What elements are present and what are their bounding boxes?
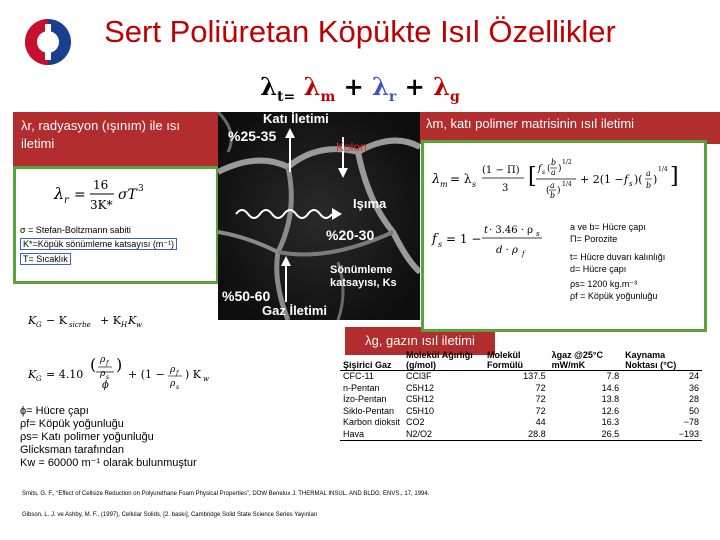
svg-text:1/4: 1/4 — [562, 181, 572, 188]
svg-text:s: s — [542, 169, 546, 176]
svg-text:+ 2(1 −: + 2(1 − — [580, 173, 624, 186]
lambda-gas: $\lambda_g$ — [433, 72, 460, 105]
svg-text:3: 3 — [502, 183, 509, 194]
svg-text:ρ: ρ — [170, 379, 176, 389]
matrix-formula-panel — [421, 140, 707, 332]
sigma-definition: σ = Stefan-Boltzmann sabiti — [20, 225, 131, 235]
porosity-definition: Π= Porozite — [570, 234, 618, 244]
svg-text:s: s — [106, 374, 110, 381]
svg-text:ρ: ρ — [100, 355, 106, 365]
strut-label: Kolon — [336, 140, 367, 154]
svg-text:+ (1 −: + (1 − — [128, 368, 165, 381]
svg-text:r: r — [64, 195, 69, 206]
lambda-matrix: $\lambda_m$ — [295, 72, 336, 105]
svg-text:)(: )( — [634, 173, 643, 186]
svg-text:(: ( — [90, 355, 97, 374]
svg-text:f: f — [522, 250, 525, 258]
radiation-label: Işıma — [353, 196, 387, 211]
svg-text:(1 − Π): (1 − Π) — [482, 165, 520, 176]
radiation-equation — [16, 169, 216, 219]
radiation-label-box: λr, radyasyon (ışınım) ile ısı iletimi — [13, 112, 224, 172]
svg-text:]: ] — [670, 164, 679, 189]
column-header: Şişirici Gaz — [340, 350, 403, 371]
table-row: Siklo-Pentan C5H10 72 12.6 50 — [343, 405, 699, 416]
solid-density-symbol: ρs= Katı polimer yoğunluğu — [20, 431, 154, 443]
svg-text:w: w — [203, 375, 209, 383]
column-header: Molekül Ağırlığı (g/mol) — [403, 350, 484, 371]
solid-conduction-label: Katı İletimi — [263, 112, 329, 126]
table-row: Hava N2/O2 28.8 26.5 −193 — [340, 429, 702, 441]
svg-text:ρ: ρ — [170, 365, 176, 375]
svg-text:3K*: 3K* — [90, 198, 113, 212]
svg-text:s: s — [176, 384, 180, 391]
gas-label-box: λg, gazın ısıl iletimi — [345, 327, 495, 355]
svg-text:a: a — [550, 181, 555, 190]
svg-text:σT: σT — [118, 187, 137, 203]
svg-text:G: G — [36, 375, 42, 383]
svg-text:H: H — [121, 321, 128, 329]
svg-text:16: 16 — [93, 178, 109, 192]
kw-value: Kw = 60000 m⁻¹ olarak bulunmuştur — [20, 457, 197, 469]
svg-text:sicrbe: sicrbe — [69, 321, 91, 329]
svg-text:f: f — [432, 232, 437, 247]
svg-text:λ: λ — [432, 172, 441, 187]
cell-size-ab-definition: a ve b= Hücre çapı — [570, 222, 646, 232]
svg-text:t: t — [484, 225, 489, 236]
svg-text:s: s — [629, 180, 633, 188]
svg-text:): ) — [116, 355, 123, 374]
svg-text:f: f — [624, 173, 629, 186]
table-row: Karbon dioksit CO2 44 16.3 −78 — [343, 417, 699, 427]
svg-text:1/4: 1/4 — [658, 166, 668, 173]
svg-text:3: 3 — [138, 184, 144, 194]
svg-text:K: K — [28, 314, 37, 327]
svg-text:b: b — [646, 181, 652, 190]
page-title: Sert Poliüretan Köpükte Isıl Özellikler — [104, 14, 616, 49]
cell-diameter-definition: d= Hücre çapı — [570, 264, 627, 274]
svg-text:) K: ) K — [185, 368, 202, 381]
svg-text:λ: λ — [54, 184, 65, 203]
svg-text:f: f — [538, 164, 542, 174]
table-row: n-Pentan C5H12 72 14.6 36 — [343, 382, 699, 393]
temperature-definition: T= Sıcaklık — [20, 253, 71, 265]
svg-text:d · ρ: d · ρ — [496, 245, 518, 256]
svg-text:[: [ — [528, 164, 537, 189]
svg-text:= 4.10: = 4.10 — [46, 368, 84, 381]
glicksman-note: Glicksman tarafından — [20, 444, 124, 456]
svg-text:+ K: + K — [100, 314, 121, 327]
svg-text:= λ: = λ — [450, 172, 472, 186]
table-row: CFC-11 CCl3F 137.5 7.8 24 — [343, 371, 699, 381]
svg-text:= 1 −: = 1 − — [446, 232, 482, 246]
svg-text:− K: − K — [46, 314, 67, 327]
solid-percentage: %25-35 — [228, 128, 277, 144]
svg-text:f: f — [106, 360, 109, 367]
plus-sign: + — [343, 72, 373, 101]
svg-text:K: K — [28, 368, 37, 381]
svg-text:b: b — [550, 191, 556, 200]
gas-conduction-label: Gaz İletimi — [262, 303, 328, 318]
plus-sign: + — [404, 72, 434, 101]
svg-text:a: a — [551, 168, 556, 177]
svg-text:s: s — [438, 240, 443, 249]
extinction-label: Sönümleme katsayısı, Ks — [330, 264, 397, 289]
foam-density-symbol: ρf= Köpük yoğunluğu — [20, 418, 124, 430]
svg-text:w: w — [136, 321, 142, 329]
reference-gibson: Gibson, L. J. ve Ashby, M. F., (1997), Cellular Solids, [2. baskı], Cambridge Solid State Science Series Yayınları — [22, 512, 318, 518]
gas-definitions — [20, 405, 280, 470]
matrix-legend — [570, 221, 702, 302]
svg-text:ϕ: ϕ — [102, 380, 109, 391]
svg-text:=: = — [74, 187, 86, 203]
svg-text:(: ( — [546, 186, 550, 196]
svg-text:): ) — [557, 186, 561, 196]
extinction-definition: K*=Köpük sönümleme katsayısı (m⁻¹) — [20, 238, 177, 250]
lambda-radiation: $\lambda_r$ — [372, 72, 397, 105]
cell-diameter-symbol: ϕ= Hücre çapı — [20, 405, 89, 417]
svg-text:): ) — [653, 173, 658, 186]
svg-text:f: f — [176, 370, 179, 377]
gas-percentage: %50-60 — [222, 288, 271, 304]
radiation-percentage: %20-30 — [326, 227, 375, 243]
svg-text:a: a — [646, 169, 651, 178]
svg-text:s: s — [536, 230, 540, 238]
thermal-conductivity-formula — [250, 72, 470, 105]
svg-text:G: G — [36, 321, 42, 329]
column-header: Molekül Formülü — [484, 350, 549, 371]
solid-density-value: ρs= 1200 kg.m⁻³ — [570, 279, 638, 289]
reference-smits: Smits, G. F., “Effect of Cellsize Reduction on Polyurethane Foam Physical Properties”, DOW Benelux J. THERMAL INSUL. AND BLDG. ENVS., 17, 1994. — [22, 491, 430, 497]
svg-text:(: ( — [547, 164, 551, 174]
svg-text:b: b — [551, 158, 557, 167]
svg-text:ρ: ρ — [100, 369, 106, 379]
radiation-formula-panel — [13, 166, 219, 284]
svg-text:1/2: 1/2 — [562, 159, 572, 166]
svg-text:s: s — [472, 180, 477, 189]
table-row: İzo-Pentan C5H12 72 13.8 28 — [343, 394, 699, 404]
wall-thickness-definition: t= Hücre duvarı kalınlığı — [570, 252, 666, 262]
svg-text:K: K — [128, 314, 137, 327]
svg-text:m: m — [440, 180, 448, 189]
matrix-label-box: λm, katı polimer matrisinin ısıl iletimi — [418, 112, 720, 144]
blowing-agent-table — [340, 350, 702, 441]
foam-density-definition: ρf = Köpük yoğunluğu — [570, 291, 658, 301]
lambda-total: $\lambda_{t=}$ — [260, 72, 296, 105]
svg-text:): ) — [558, 164, 562, 174]
foam-micrograph — [218, 112, 420, 320]
svg-text:· 3.46 · ρ: · 3.46 · ρ — [489, 225, 534, 236]
column-header: Kaynama Noktası (°C) — [622, 350, 702, 371]
gas-equations — [18, 302, 338, 402]
column-header: λgaz @25°C mW/mK — [549, 350, 622, 371]
